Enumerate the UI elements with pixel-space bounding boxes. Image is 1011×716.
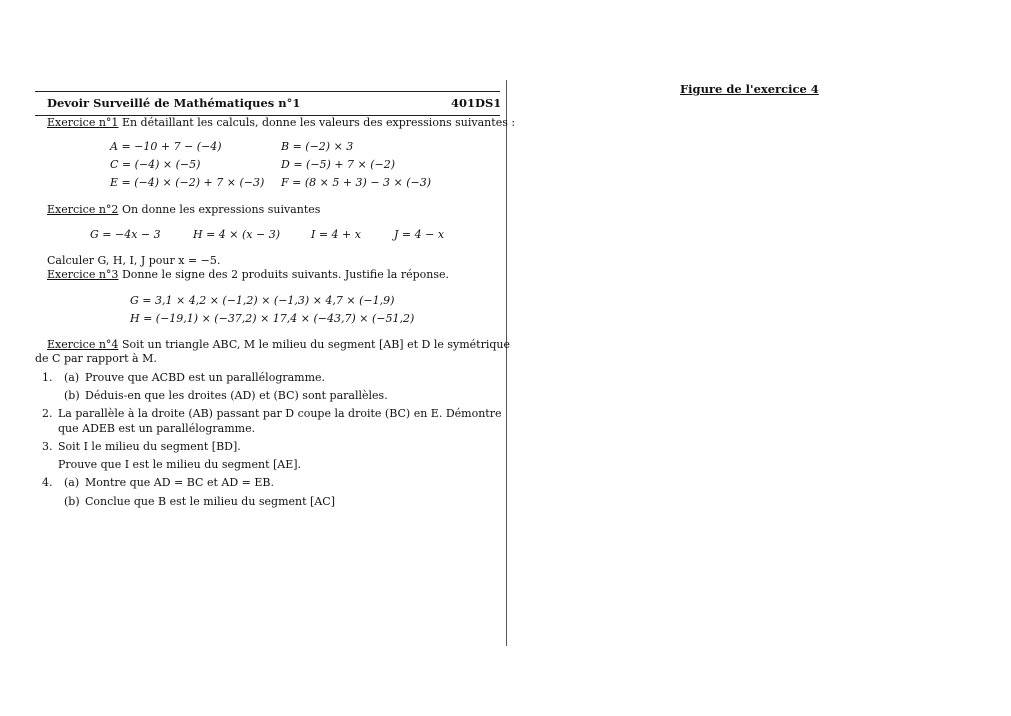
expression-e: E = (−4) × (−2) + 7 × (−3) <box>110 176 265 189</box>
exercise-4-intro-line1 <box>47 338 510 351</box>
product-g: G = 3,1 × 4,2 × (−1,2) × (−1,3) × 4,7 × (−1,9) <box>130 294 395 307</box>
question-2-text-line2: que ADEB est un parallélogramme. <box>58 422 256 435</box>
figure-title: Figure de l'exercice 4 <box>680 82 819 96</box>
exercise-4-label: Exercice n°4 <box>47 338 119 351</box>
expression-b: B = (−2) × 3 <box>281 140 354 153</box>
question-1-num: 1. <box>42 371 53 384</box>
question-4-num: 4. <box>42 476 53 489</box>
question-1b-sub: (b) <box>64 389 80 402</box>
question-2-num: 2. <box>42 407 53 420</box>
question-4a-text: Montre que AD = BC et AD = EB. <box>85 476 274 489</box>
exercise-2-question: Calculer G, H, I, J pour x = −5. <box>47 254 221 267</box>
question-3-text-line2: Prouve que I est le milieu du segment [AE]. <box>58 458 302 471</box>
question-3-text-line1: Soit I le milieu du segment [BD]. <box>58 440 241 453</box>
exercise-1-header <box>47 116 515 129</box>
question-4a-sub: (a) <box>64 476 80 489</box>
exercise-4-intro: Soit un triangle ABC, M le milieu du segment [AB] et D le symétrique <box>121 338 510 351</box>
column-divider <box>506 80 507 646</box>
header-top-rule <box>35 91 500 92</box>
expression-i: I = 4 + x <box>311 228 361 241</box>
question-4b-text: Conclue que B est le milieu du segment [AC] <box>85 495 335 508</box>
exercise-3-header <box>47 268 449 281</box>
expression-a: A = −10 + 7 − (−4) <box>110 140 222 153</box>
question-1b-text: Déduis-en que les droites (AD) et (BC) sont parallèles. <box>85 389 388 402</box>
exercise-1-label: Exercice n°1 <box>47 116 119 129</box>
exercise-4-intro-line2: de C par rapport à M. <box>35 352 157 365</box>
product-h: H = (−19,1) × (−37,2) × 17,4 × (−43,7) × (−51,2) <box>130 312 415 325</box>
question-1a-sub: (a) <box>64 371 80 384</box>
expression-d: D = (−5) + 7 × (−2) <box>281 158 396 171</box>
exercise-1-intro: En détaillant les calculs, donne les valeurs des expressions suivantes : <box>121 116 516 129</box>
question-4b-sub: (b) <box>64 495 80 508</box>
exercise-3-label: Exercice n°3 <box>47 268 119 281</box>
exercise-2-header <box>47 203 320 216</box>
expression-c: C = (−4) × (−5) <box>110 158 201 171</box>
question-2-text-line1: La parallèle à la droite (AB) passant par D coupe la droite (BC) en E. Démontre <box>58 407 502 420</box>
exercise-2-intro: On donne les expressions suivantes <box>121 203 321 216</box>
exercise-3-intro: Donne le signe des 2 produits suivants. Justifie la réponse. <box>121 268 450 281</box>
question-3-num: 3. <box>42 440 53 453</box>
page-title: Devoir Surveillé de Mathématiques n°1 <box>47 96 301 110</box>
exercise-2-label: Exercice n°2 <box>47 203 119 216</box>
question-1a-text: Prouve que ACBD est un parallélogramme. <box>85 371 326 384</box>
exercise-4-header <box>47 338 510 351</box>
expression-j: J = 4 − x <box>394 228 445 241</box>
expression-h: H = 4 × (x − 3) <box>193 228 281 241</box>
document-code: 401DS1 <box>451 96 502 110</box>
expression-g: G = −4x − 3 <box>90 228 161 241</box>
expression-f: F = (8 × 5 + 3) − 3 × (−3) <box>281 176 432 189</box>
